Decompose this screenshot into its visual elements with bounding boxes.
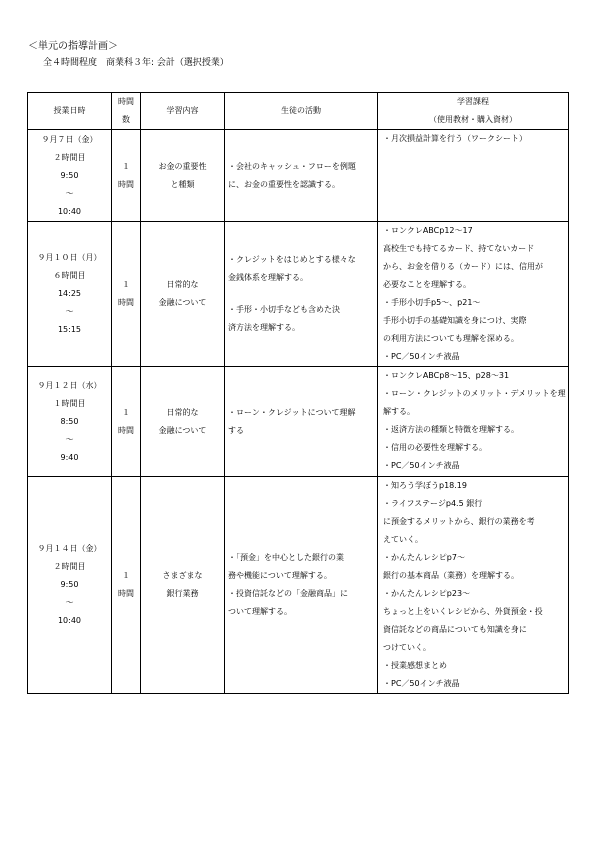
materials-line: に預金するメリットから、銀行の業務を考: [383, 517, 535, 526]
materials-line: ・PC／50インチ液晶: [383, 461, 460, 470]
materials-line: ちょっと上をいくレシピから、外貨預金・投: [383, 607, 543, 616]
header-date: 授業日時: [28, 93, 112, 130]
header-hours-line-1: 時間: [118, 97, 134, 106]
lesson-content-cell: [141, 367, 225, 477]
table-row: [28, 222, 569, 367]
materials-line: ・ライフステージp4.5: [383, 499, 464, 508]
header-content: 学習内容: [141, 93, 225, 130]
lesson-content-cell: [141, 222, 225, 367]
lesson-hours-count: １: [122, 571, 130, 580]
lesson-tilde: ～: [65, 307, 74, 316]
materials-line: えていく。: [383, 535, 423, 544]
lesson-hours-cell: [112, 367, 141, 477]
materials-line: ・ローン・クレジットのメリット・デメリットを理: [383, 389, 566, 398]
materials-cell: [378, 222, 569, 367]
activity-line: ・会社のキャッシュ・フローを例題: [228, 161, 356, 171]
materials-line: から、お金を借りる（カード）には、信用が: [383, 262, 543, 271]
lesson-start: 9:50: [60, 170, 79, 180]
header-course-line-1: 学習課程: [457, 97, 489, 106]
lesson-date-cell: [28, 477, 112, 694]
materials-line: ・授業感想まとめ: [383, 661, 447, 670]
lesson-hours-cell: [112, 130, 141, 222]
lesson-content-line: 日常的な: [166, 407, 199, 417]
activity-line: 金銭体系を理解する。: [228, 273, 308, 282]
lesson-hours-unit: 時間: [118, 298, 134, 307]
materials-line: 高校生でも持てるカード、持てないカード: [383, 244, 535, 253]
materials-line: ・PC／50インチ液晶: [383, 352, 460, 361]
activity-line: ・クレジットをはじめとする様々な: [228, 255, 356, 264]
student-activity-cell: [225, 367, 378, 477]
lesson-content-line: 金融について: [158, 425, 207, 435]
lesson-plan-table: [27, 92, 569, 694]
lesson-date-cell: [28, 130, 112, 222]
materials-line: ・月次損益計算を行う（ワークシート）: [383, 134, 527, 143]
materials-line: 銀行: [466, 499, 483, 508]
activity-line: ・手形・小切手なども含めた決: [228, 305, 340, 314]
lesson-hours-unit: 時間: [118, 589, 134, 598]
header-activity: 生徒の活動: [225, 93, 378, 130]
materials-line: 必要なことを理解する。: [383, 280, 471, 289]
activity-line: する: [228, 425, 244, 435]
activity-line: ・「預金」を中心とした銀行の業: [228, 553, 344, 562]
lesson-end: 10:40: [57, 206, 82, 216]
lesson-content-line: と種類: [170, 179, 195, 189]
lesson-content-line: 銀行業務: [166, 589, 199, 598]
course-summary: 全４時間程度 商業科３年: 会計（選択授業）: [43, 58, 229, 68]
lesson-hours-unit: 時間: [118, 425, 134, 435]
lesson-tilde: ～: [65, 188, 74, 198]
lesson-tilde: ～: [65, 434, 74, 444]
student-activity-cell: [225, 477, 378, 694]
student-activity-cell: [225, 222, 378, 367]
materials-line-split: [383, 495, 565, 513]
materials-line: ・ロンクレABCp12～17: [383, 226, 473, 235]
materials-line: 手形小切手の基礎知識を身につけ、実際: [383, 316, 527, 325]
table-row: [28, 367, 569, 477]
lesson-date: ９月１４日（金）: [37, 544, 102, 553]
materials-line: ・ロンクレABCp8～15、p28～31: [383, 371, 510, 380]
materials-cell: [378, 130, 569, 222]
lesson-start: 8:50: [60, 416, 79, 426]
activity-line: に、お金の重要性を認識する。: [228, 179, 340, 189]
header-course-line-2: （使用教材・購入資材）: [429, 115, 517, 124]
materials-line: 解する。: [383, 407, 415, 416]
activity-line: 務や機能について理解する。: [228, 571, 332, 580]
materials-cell: [378, 367, 569, 477]
lesson-period: ６時間目: [53, 271, 86, 280]
activity-line: 済方法を理解する。: [228, 323, 300, 332]
lesson-date: ９月１０日（月）: [37, 253, 102, 262]
materials-line: 資信託などの商品についても知識を身に: [383, 625, 527, 634]
lesson-date-cell: [28, 222, 112, 367]
activity-spacer: [228, 287, 374, 301]
lesson-date: ９月１２日（水）: [37, 380, 102, 390]
materials-line: ・信用の必要性を理解する。: [383, 443, 487, 452]
lesson-content-cell: [141, 477, 225, 694]
header-course: [378, 93, 569, 130]
table-row: [28, 477, 569, 694]
header-hours: [112, 93, 141, 130]
lesson-content-line: 日常的な: [166, 280, 199, 289]
materials-line: 銀行の基本商品（業務）を理解する。: [383, 571, 519, 580]
lesson-period: ２時間目: [53, 152, 86, 162]
lesson-content-line: さまざまな: [162, 571, 203, 580]
lesson-hours-count: １: [122, 161, 130, 171]
lesson-period: ２時間目: [53, 562, 86, 571]
lesson-content-line: 金融について: [158, 298, 207, 307]
header-row: [28, 93, 569, 130]
materials-cell: [378, 477, 569, 694]
lesson-start: 14:25: [57, 289, 82, 298]
lesson-date-cell: [28, 367, 112, 477]
table-row: [28, 130, 569, 222]
unit-plan-heading: ＜単元の指導計画＞: [28, 41, 118, 52]
materials-line: ・手形小切手p5～、p21～: [383, 298, 481, 307]
lesson-end: 10:40: [57, 616, 82, 625]
lesson-date: ９月７日（金）: [41, 134, 98, 144]
materials-line: ・かんたんレシピp23～: [383, 589, 471, 598]
materials-line: ・かんたんレシピp7～: [383, 553, 465, 562]
lesson-content-cell: [141, 130, 225, 222]
lesson-hours-count: １: [122, 407, 130, 417]
activity-line: ついて理解する。: [228, 607, 292, 616]
materials-line: の利用方法についても理解を深める。: [383, 334, 519, 343]
lesson-hours-count: １: [122, 280, 130, 289]
materials-line: ・PC／50インチ液晶: [383, 679, 460, 688]
activity-line: ・ローン・クレジットについて理解: [228, 407, 356, 417]
activity-line: ・投資信託などの「金融商品」に: [228, 589, 348, 598]
lesson-period: １時間目: [53, 398, 86, 408]
lesson-hours-cell: [112, 222, 141, 367]
header-hours-line-2: 数: [122, 115, 130, 124]
materials-line: ・返済方法の種類と特徴を理解する。: [383, 425, 519, 434]
lesson-content-line: お金の重要性: [158, 161, 207, 171]
lesson-hours-cell: [112, 477, 141, 694]
lesson-start: 9:50: [60, 580, 79, 589]
lesson-tilde: ～: [65, 598, 74, 607]
lesson-end: 9:40: [60, 452, 79, 462]
student-activity-cell: [225, 130, 378, 222]
lesson-hours-unit: 時間: [118, 179, 134, 189]
materials-line: つけていく。: [383, 643, 431, 652]
lesson-end: 15:15: [57, 325, 82, 334]
materials-line: ・知ろう学ぼうp18.19: [383, 481, 467, 490]
